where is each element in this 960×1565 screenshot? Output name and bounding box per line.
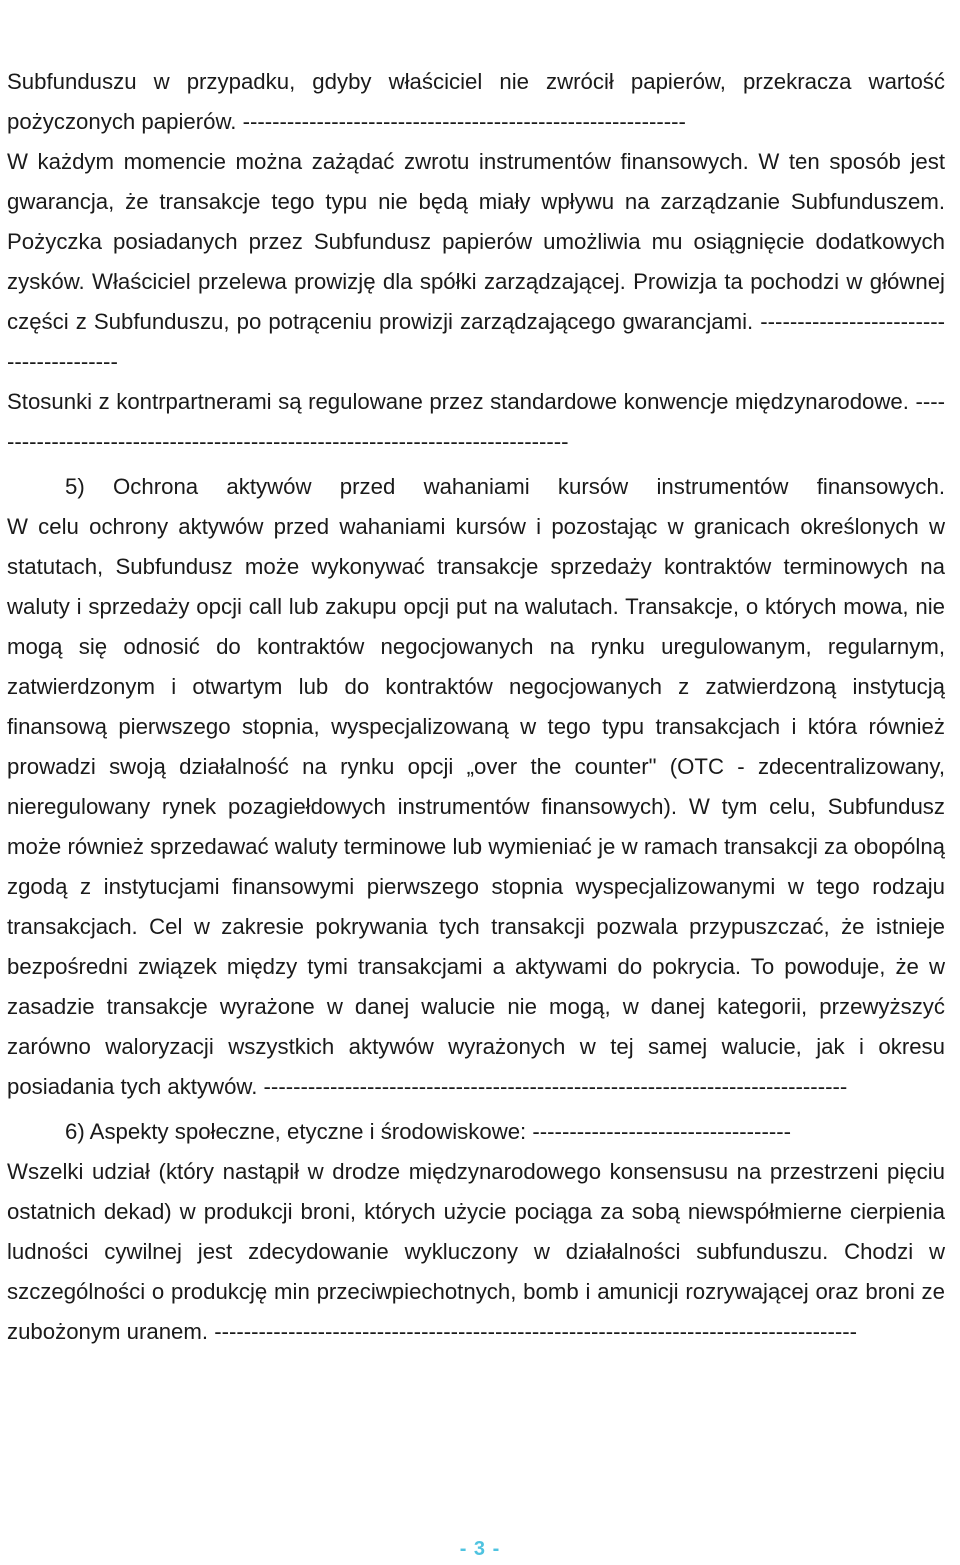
page-number: - 3 - [459,1538,501,1560]
dash-separator: ---------------------------------------- [7,309,945,374]
dash-separator: --------------------------------------------------------------------------------------- [214,1319,857,1344]
paragraph-text: W celu ochrony aktywów przed wahaniami kursów i pozostając w granicach określonych w statutach, Subfundusz może wykonywać transakcje sprzedaży kontraktów terminowych na waluty i sprzedaży opcji call lub zakupu opcji put na walutach. Transakcje, o których mowa, nie mogą się odnosić do kontraktów negocjowanych na rynku uregulowanym, regularnym, zatwierdzonym i otwartym lub do kontraktów negocjowanych z zatwierdzoną instytucją finansową pierwszego stopnia, wyspecjalizowaną w tego typu transakcjach i która również prowadzi swoją działalność na rynku opcji „over the counter" (OTC - zdecentralizowany, nieregulowany rynek pozagiełdowych instrumentów finansowych). W tym celu, Subfundusz może również sprzedawać waluty terminowe lub wymieniać je w ramach transakcji za obopólną zgodą z instytucjami finansowymi pierwszego stopnia wyspecjalizowanymi w tego rodzaju transakcjach. Cel w zakresie pokrywania tych transakcji pozwala przypuszczać, że istnieje bezpośredni związek między tymi transakcjami a aktywami do pokrycia. To powoduje, że w zasadzie transakcje wyrażone w danej walucie nie mogą, w danej kategorii, przewyższyć zarówno waloryzacji wszystkich aktywów wyrażonych w tej samej walucie, jak i okresu posiadania tych aktywów. [7,514,945,1099]
dash-separator: ------------------------------------------------------------ [242,109,686,134]
section-6-body [7,1152,945,1352]
heading-text: 6) Aspekty społeczne, etyczne i środowiskowe: [65,1119,533,1144]
paragraph-text: Wszelki udział (który nastąpił w drodze międzynarodowego konsensusu na przestrzeni pięciu ostatnich dekad) w produkcji broni, których użycie pociąga za sobą niewspółmierne cierpienia ludności cywilnej jest zdecydowanie wykluczony w działalności subfunduszu. Chodzi w szczególności o produkcję min przeciwpiechotnych, bomb i amunicji rozrywającej oraz broni ze zubożonym uranem. [7,1159,945,1344]
dash-separator: ------------------------------------------------------------------------------- [263,1074,848,1099]
document-body [7,62,945,1352]
section-5-heading: 5) Ochrona aktywów przed wahaniami kursów instrumentów finansowych. [65,474,945,499]
dash-separator: -------------------------------------------------------------------------------- [7,389,945,454]
section-6-heading [7,1112,945,1152]
paragraph-counterparties [7,382,945,462]
paragraph-text: W każdym momencie można zażądać zwrotu instrumentów finansowych. W ten sposób jest gwarancja, że transakcje tego typu nie będą miały wpływu na zarządzanie Subfunduszem. Pożyczka posiadanych przez Subfundusz papierów umożliwia mu osiągnięcie dodatkowych zysków. Właściciel przelewa prowizję dla spółki zarządzającej. Prowizja ta pochodzi w głównej części z Subfunduszu, po potrąceniu prowizji zarządzającego gwarancjami. [7,149,945,334]
dash-separator: ----------------------------------- [532,1119,791,1144]
paragraph-text: Stosunki z kontrpartnerami są regulowane przez standardowe konwencje międzynarodowe. [7,389,916,414]
paragraph-intro [7,62,945,142]
paragraph-text: Subfunduszu w przypadku, gdyby właściciel nie zwrócił papierów, przekracza wartość pożyczonych papierów. [7,69,945,134]
paragraph-loan-return [7,142,945,382]
section-5-body [7,507,945,1107]
